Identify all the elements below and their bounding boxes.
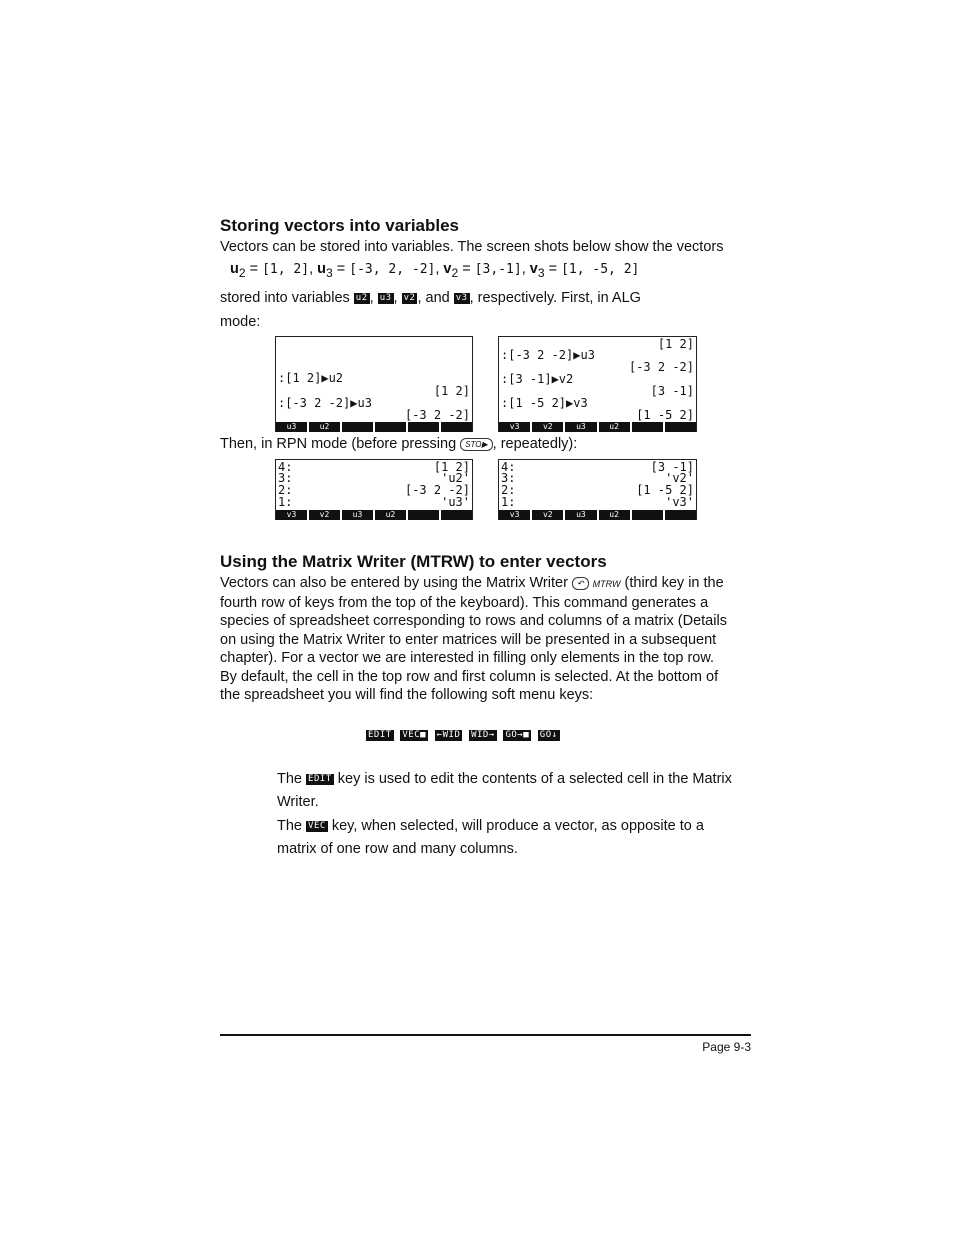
rpn-screen-1: 4: 3: 2: 1: [1 2] 'u2' [-3 2 -2] 'u3' v3 v2 u3 u2 [275, 459, 473, 520]
intro-text: Vectors can be stored into variables. The screen shots below show the vectors [220, 239, 724, 255]
page-number: Page 9-3 [702, 1040, 751, 1054]
soft-menu-keys [366, 728, 560, 742]
rpn-screen-2: 4: 3: 2: 1: [3 -1] 'v2' [1 -5 2] 'v3' v3 v2 u3 u2 [498, 459, 697, 520]
menu-bar: v3 v2 u3 u2 [276, 510, 472, 520]
softkey-vec-inline: VEC [308, 820, 326, 831]
softkey-edit-inline: EDIT [308, 773, 332, 784]
footer-rule [220, 1034, 751, 1036]
rpn-text: Then, in RPN mode (before pressing STO▶ , repeatedly): [220, 436, 578, 452]
softkey-u3: u3 [379, 292, 392, 303]
softkey-v3: v3 [455, 292, 468, 303]
menu-bar: v3 v2 u3 u2 [499, 422, 696, 432]
softkey-edit: EDIT [368, 730, 392, 741]
menu-bar: u3 u2 [276, 422, 472, 432]
section-title-matrix-writer: Using the Matrix Writer (MTRW) to enter vectors [220, 552, 607, 571]
softkey-u2: u2 [355, 292, 368, 303]
stored-text: stored into variables u2 , u3 , v2 , and v3 , respectively. First, in ALG [220, 290, 641, 306]
sto-key-icon: STO▶ [460, 438, 492, 451]
softkey-wid-left: ←WID [436, 730, 461, 741]
section-title-storing-vectors: Storing vectors into variables [220, 216, 460, 235]
vec-description: The VEC key, when selected, will produce a vector, as opposite to a matrix of one row and many columns. [277, 818, 704, 857]
softkey-go-right: GO→■ [505, 730, 530, 741]
mtrw-key-icon: ↶ [572, 577, 589, 590]
edit-description: The EDIT key is used to edit the contents of a selected cell in the Matrix Writer. [277, 771, 732, 810]
vector-definitions: $u_2 = [1$, 2], $u_3 = [-3$, 2, -2], $v_2 = [3,-1]$, $v_3 = [1$, -5, 2] [230, 261, 640, 280]
softkey-v2: v2 [403, 292, 416, 303]
softkey-vec: VEC■ [402, 730, 427, 741]
menu-bar: v3 v2 u3 u2 [499, 510, 696, 520]
softkey-wid-right: WID→ [471, 730, 495, 741]
matrix-writer-paragraph: Vectors can also be entered by using the Matrix Writer ↶ MTRW (third key in the fourth row of keys from the top of the keyboard). This command generates a species of spreadsheet corresponding to rows and columns of a matrix (Details on using the Matrix Writer to enter matrices will be presented in a subsequent chapter). For a vector we are interested in filling only elements in the top row. By default, the cell in the top row and first column is selected. At the bottom of the spreadsheet you will find the following soft menu keys: [220, 575, 727, 703]
alg-screen-2: [1 2] :[-3 2 -2]▶u3 [-3 2 -2] :[3 -1]▶v2 [3 -1] :[1 -5 2]▶v3 [1 -5 2] v3 v2 u3 u2 [498, 336, 697, 432]
mode-text: mode: [220, 314, 261, 330]
alg-screen-1: :[1 2]▶u2 [1 2] :[-3 2 -2]▶u3 [-3 2 -2] u3 u2 [275, 336, 473, 432]
softkey-go-down: GO↓ [539, 730, 558, 741]
